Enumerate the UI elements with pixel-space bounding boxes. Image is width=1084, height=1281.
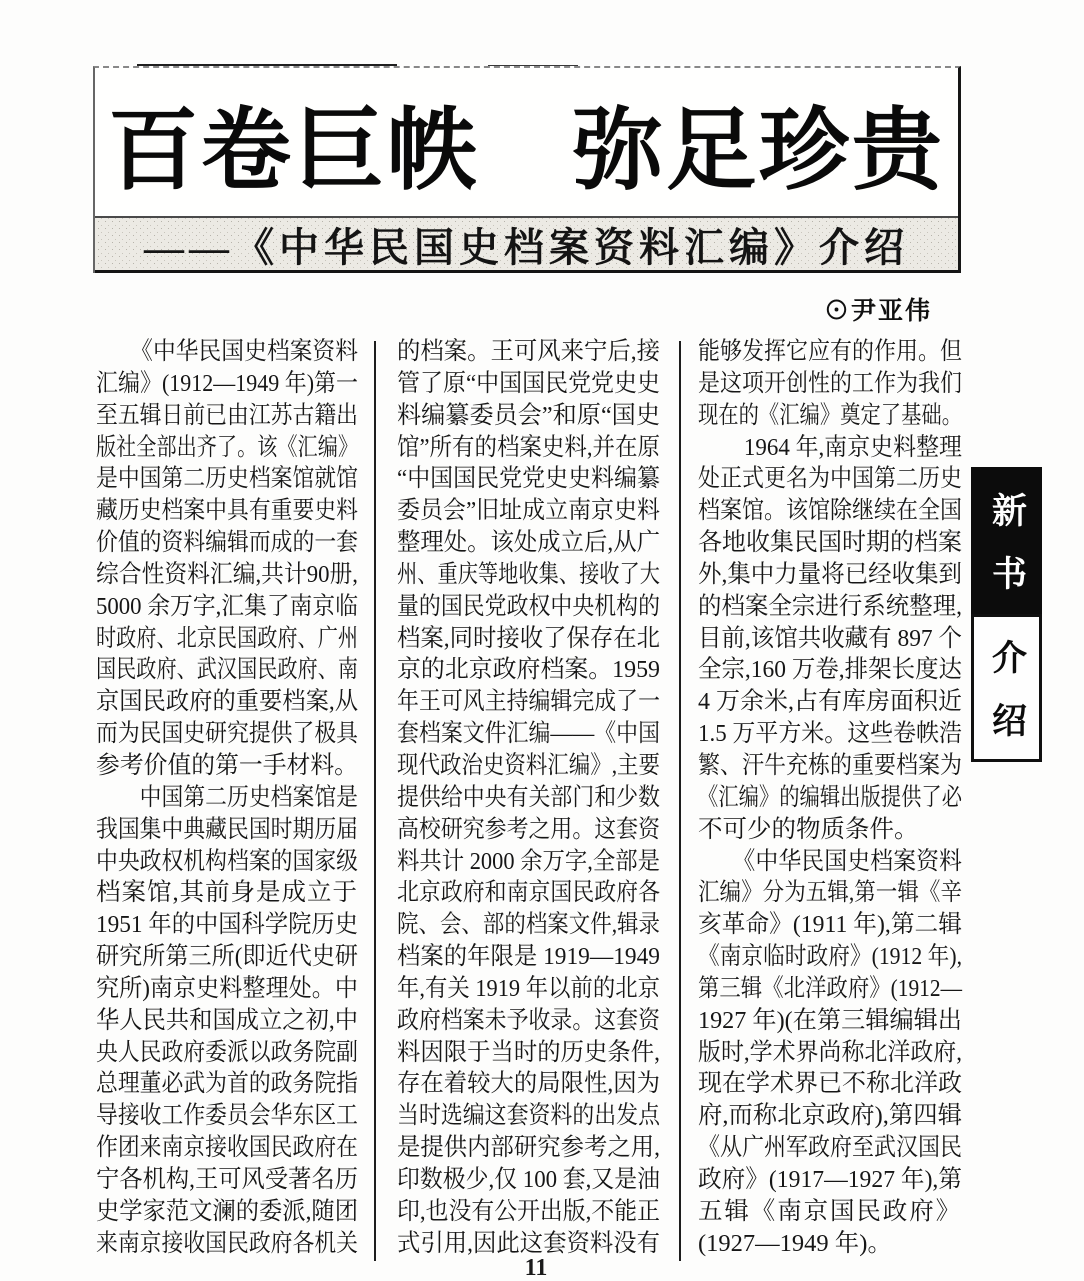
text-line: 4 万余米,占有库房面积近	[698, 688, 962, 716]
text-line: 年,有关 1919 年以前的北京	[397, 974, 660, 1002]
text-line: 1927 年)(在第三辑编辑出	[698, 1006, 962, 1034]
text-line: 是这项开创性的工作为我们	[698, 369, 962, 397]
text-line: (1927—1949 年)。	[698, 1229, 892, 1257]
text-line: 现代政治史资料汇编》,主要	[397, 751, 660, 779]
text-line: 《中华民国史档案资料	[96, 338, 358, 365]
text-line: 至五辑日前已由江苏古籍出	[96, 401, 358, 429]
text-line: 的档案全宗进行系统整理,	[698, 592, 962, 620]
text-line: 院、会、部的档案文件,辑录	[397, 911, 660, 939]
text-line: 繁、汗牛充栋的重要档案为	[698, 751, 962, 779]
text-line: 宁各机构,王可风受著名历	[96, 1165, 358, 1193]
text-line: 究所)南京史料整理处。中	[96, 974, 358, 1002]
text-line: 五辑《南京国民政府》	[698, 1197, 962, 1225]
text-line: 1951 年的中国科学院历史	[96, 911, 358, 939]
text-line: 料共计 2000 余万字,全部是	[397, 847, 660, 875]
text-line: 委员会”旧址成立南京史料	[397, 497, 660, 525]
sidebar-tab-top-label: 新书	[987, 491, 1027, 618]
text-line: 外,集中力量将已经收集到	[698, 560, 962, 588]
text-line: 当时选编这套资料的出发点	[397, 1102, 660, 1130]
article-subtitle: ——《中华民国史档案资料汇编》介绍	[144, 224, 909, 270]
text-line: 京国民政府的重要档案,从	[96, 688, 358, 716]
text-line: 现在学术界已不称北洋政	[698, 1070, 962, 1098]
text-line: 管了原“中国国民党党史史	[397, 369, 660, 397]
text-line: 华人民共和国成立之初,中	[96, 1006, 358, 1034]
text-line: 府,而称北京政府),第四辑	[698, 1102, 962, 1130]
text-line: 套档案文件汇编——《中国	[397, 720, 660, 748]
author-byline	[824, 291, 984, 327]
text-line: 版时,学术界尚称北洋政府,	[698, 1038, 962, 1066]
text-line: 馆”所有的档案史料,并在原	[397, 433, 660, 461]
article-header	[93, 66, 961, 273]
text-line: 5000 余万字,汇集了南京临	[96, 592, 358, 620]
text-line: 国民政府、武汉国民政府、南	[96, 656, 358, 684]
text-line: 价值的资料编辑而成的一套	[96, 529, 358, 557]
text-line: 的档案。王可风来宁后,接	[397, 338, 660, 365]
text-line: 作团来南京接收国民政府在	[96, 1134, 358, 1162]
text-line: 高校研究参考之用。这套资	[397, 815, 660, 843]
text-line: 版社全部出齐了。该《汇编》	[96, 433, 358, 461]
text-line: 现在的《汇编》奠定了基础。	[698, 401, 962, 429]
text-line: 政府》(1917—1927 年),第	[698, 1165, 962, 1193]
column-divider	[679, 341, 681, 1261]
text-line: 《中华民国史档案资料	[698, 847, 962, 875]
text-line: 《汇编》的编辑出版提供了必	[698, 783, 962, 811]
text-line: 不可少的物质条件。	[698, 815, 919, 843]
text-line: 央人民政府委派以政务院副	[96, 1038, 358, 1066]
text-line: 政府档案未予收录。这套资	[397, 1006, 660, 1034]
text-line: “中国国民党党史史料编纂	[397, 465, 660, 493]
text-line: 档案馆。该馆除继续在全国	[698, 497, 962, 525]
text-line: 史学家范文澜的委派,随团	[96, 1197, 358, 1225]
text-line: 是中国第二历史档案馆就馆	[96, 465, 358, 493]
text-line: 1.5 万平方米。这些卷帙浩	[698, 720, 962, 748]
text-line: 年王可风主持编辑完成了一	[397, 688, 660, 716]
text-line: 时政府、北京民国政府、广州	[96, 624, 358, 652]
text-line: 是提供内部研究参考之用,	[397, 1134, 660, 1162]
text-line: 量的国民党政权中央机构的	[397, 592, 660, 620]
text-line: 来南京接收国民政府各机关	[96, 1229, 358, 1257]
text-line: 京的北京政府档案。1959	[397, 656, 660, 684]
text-line: 州、重庆等地收集、接收了大	[397, 560, 660, 588]
article-column-3	[698, 336, 962, 1259]
text-line: 北京政府和南京国民政府各	[397, 879, 660, 907]
sidebar-tab-bottom	[971, 614, 1042, 765]
text-line: 档案的年限是 1919—1949	[397, 943, 660, 971]
text-line: 全宗,160 万卷,排架长度达	[698, 656, 962, 684]
text-line: 参考价值的第一手材料。	[96, 751, 358, 779]
text-line: 存在着较大的局限性,因为	[397, 1070, 660, 1098]
text-line: 1964 年,南京史料整理	[698, 433, 962, 461]
column-divider	[374, 341, 376, 1261]
text-line: 印,也没有公开出版,不能正	[397, 1197, 660, 1225]
article-column-1	[96, 336, 358, 1259]
text-line: 档案,同时接收了保存在北	[397, 624, 660, 652]
text-line: 而为民国史研究提供了极具	[96, 720, 358, 748]
text-line: 汇编》(1912—1949 年)第一	[96, 369, 358, 397]
text-line: 我国集中典藏民国时期历届	[96, 815, 358, 843]
text-line: 提供给中央有关部门和少数	[397, 783, 660, 811]
text-line: 处正式更名为中国第二历史	[698, 465, 962, 493]
page-number: 11	[524, 1255, 548, 1281]
text-line: 中国第二历史档案馆是	[96, 783, 358, 811]
subtitle-bar	[95, 216, 958, 273]
text-line: 中央政权机构档案的国家级	[96, 847, 358, 875]
text-line: 能够发挥它应有的作用。但	[698, 338, 962, 365]
text-line: 亥革命》(1911 年),第二辑	[698, 911, 962, 939]
text-line: 料因限于当时的历史条件,	[397, 1038, 660, 1066]
sidebar-tab-bottom-label: 介绍	[987, 639, 1027, 765]
text-line: 整理处。该处成立后,从广	[397, 529, 660, 557]
text-line: 各地收集民国时期的档案	[698, 529, 962, 557]
text-line: 第三辑《北洋政府》(1912—	[698, 974, 962, 1002]
text-line: 总理董必武为首的政务院指	[96, 1070, 358, 1098]
sidebar-tab	[971, 467, 1042, 765]
text-line: 目前,该馆共收藏有 897 个	[698, 624, 962, 652]
text-line: 料编纂委员会”和原“国史	[397, 401, 660, 429]
text-line: 式引用,因此这套资料没有	[397, 1229, 660, 1257]
text-line: 印数极少,仅 100 套,又是油	[397, 1165, 660, 1193]
page-title: 百卷巨帙 弥足珍贵	[108, 101, 945, 201]
text-line: 《从广州军政府至武汉国民	[698, 1134, 962, 1162]
text-line: 导接收工作委员会华东区工	[96, 1102, 358, 1130]
sidebar-tab-top	[971, 467, 1042, 618]
text-line: 综合性资料汇编,共计90册,	[96, 560, 358, 588]
text-line: 档案馆,其前身是成立于	[96, 879, 358, 907]
author-bullet-icon: ⊙	[824, 297, 852, 325]
article-column-2	[397, 336, 660, 1259]
text-line: 汇编》分为五辑,第一辑《辛	[698, 879, 962, 907]
text-line: 藏历史档案中具有重要史料	[96, 497, 358, 525]
text-line: 《南京临时政府》(1912 年),	[698, 943, 962, 971]
author-name: 尹亚伟	[851, 297, 933, 325]
text-line: 研究所第三所(即近代史研	[96, 943, 358, 971]
